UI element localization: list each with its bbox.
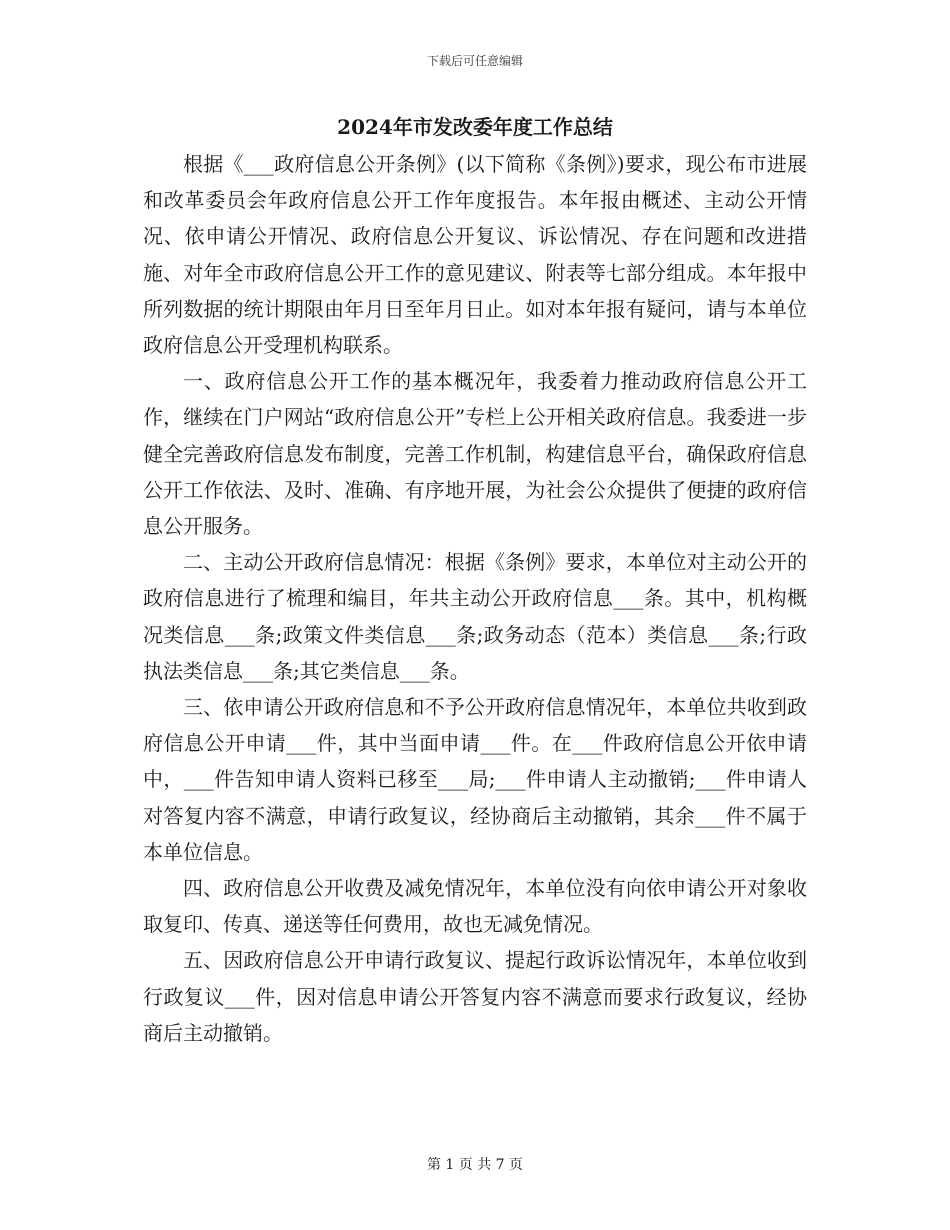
document-title: 2024年市发改委年度工作总结 [337, 115, 613, 139]
paragraph-application-disclosure: 三、依申请公开政府信息和不予公开政府信息情况年，本单位共收到政府信息公开申请___件，其中当面申请___件。在___件政府信息公开依申请中，___件告知申请人资料已移至___局;___件申请人主动撤销;___件申请人对答复内容不满意，申请行政复议，经协商后主动撤销，其余___件不属于本单位信息。 [143, 695, 807, 864]
page-indicator: 第 1 页 共 7 页 [426, 1157, 524, 1173]
document-body [143, 146, 807, 1051]
paragraph-overview: 一、政府信息公开工作的基本概况年，我委着力推动政府信息公开工作，继续在门户网站“政府信息公开”专栏上公开相关政府信息。我委进一步健全完善政府信息发布制度，完善工作机制，构建信息平台，确保政府信息公开工作依法、及时、准确、有序地开展，为社会公众提供了便捷的政府信息公开服务。 [143, 369, 807, 539]
paragraph-review-litigation: 五、因政府信息公开申请行政复议、提起行政诉讼情况年，本单位收到行政复议___件，因对信息申请公开答复内容不满意而要求行政复议，经协商后主动撤销。 [143, 948, 807, 1045]
paragraph-active-disclosure: 二、主动公开政府信息情况：根据《条例》要求，本单位对主动公开的政府信息进行了梳理和编目，年共主动公开政府信息___条。其中，机构概况类信息___条;政策文件类信息___条;政务动态（范本）类信息___条;行政执法类信息___条;其它类信息___条。 [143, 550, 807, 683]
header-note: 下载后可任意编辑 [426, 54, 523, 68]
paragraph-fees: 四、政府信息公开收费及减免情况年，本单位没有向依申请公开对象收取复印、传真、递送等任何费用，故也无减免情况。 [143, 876, 807, 937]
paragraph-intro: 根据《___政府信息公开条例》(以下简称《条例》)要求，现公布市进展和改革委员会年政府信息公开工作年度报告。本年报由概述、主动公开情况、依申请公开情况、政府信息公开复议、诉讼情况、存在问题和改进措施、对年全市政府信息公开工作的意见建议、附表等七部分组成。本年报中所列数据的统计期限由年月日至年月日止。如对本年报有疑问，请与本单位政府信息公开受理机构联系。 [143, 152, 807, 358]
